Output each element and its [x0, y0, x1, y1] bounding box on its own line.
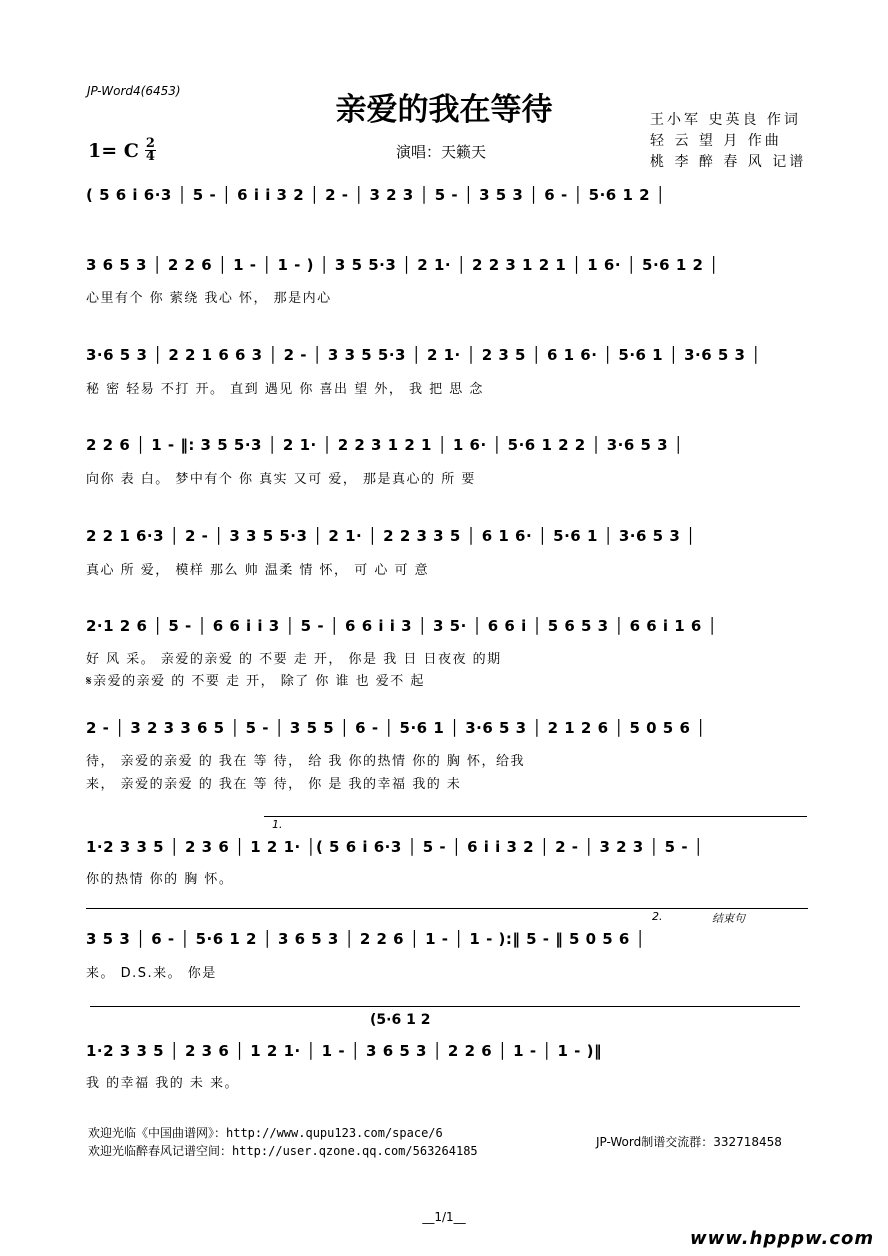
- time-bottom: 4: [145, 149, 155, 164]
- score-line-1: ( 5 6 i 6·3 │ 5 - │ 6 i i 3 2 │ 2 - │ 3 2 3 │ 5 - │ 3 5 3 │ 6 - │ 5·6 1 2 │: [86, 186, 666, 204]
- composer-credit: 轻 云 望 月 作曲: [650, 133, 782, 149]
- lyric-line-3: 秘 密 轻易 不打 开。 直到 遇见 你 喜出 望 外， 我 把 思 念: [86, 382, 484, 397]
- score-line-10: 1·2 3 3 5 │ 2 3 6 │ 1 2 1· │ 1 - │ 3 6 5 3 │ 2 2 6 │ 1 - │ 1 - )‖: [86, 1042, 602, 1060]
- credits-block: [650, 110, 806, 173]
- key-signature: [88, 138, 156, 163]
- lyric-line-9: 来。 D.S.来。 你是: [86, 966, 217, 981]
- footer-links: [88, 1124, 478, 1160]
- score-line-5: 2 2 1 6·3 │ 2 - │ 3 3 5 5·3 │ 2 1· │ 2 2 3 3 5 │ 6 1 6· │ 5·6 1 │ 3·6 5 3 │: [86, 527, 696, 545]
- singer-credit: 演唱：天籁天: [396, 143, 487, 161]
- alternate-notes: (5·6 1 2: [370, 1012, 431, 1028]
- score-line-8: 1·2 3 3 5 │ 2 3 6 │ 1 2 1· │( 5 6 i 6·3 │ 5 - │ 6 i i 3 2 │ 2 - │ 3 2 3 │ 5 - │: [86, 838, 704, 856]
- footer-group: JP-Word制谱交流群：332718458: [596, 1135, 782, 1149]
- key-label: 1= C: [88, 139, 139, 162]
- lyric-line-2: 心里有个 你 萦绕 我心 怀， 那是内心: [86, 291, 332, 306]
- score-line-3: 3·6 5 3 │ 2 2 1 6 6 3 │ 2 - │ 3 3 5 5·3 │ 2 1· │ 2 3 5 │ 6 1 6· │ 5·6 1 │ 3·6 5 3 │: [86, 346, 761, 364]
- lyric-line-10: 我 的幸福 我的 未 来。: [86, 1076, 240, 1091]
- coda-label: 结束句: [712, 912, 745, 925]
- lyric-line-4: 向你 表 白。 梦中有个 你 真实 又可 爱， 那是真心的 所 要: [86, 472, 476, 487]
- software-tag: JP-Word4(6453): [87, 84, 181, 98]
- footer-link-2[interactable]: 欢迎光临醉春风记谱空间：http://user.qzone.qq.com/563264185: [88, 1144, 478, 1158]
- system-divider: [86, 908, 808, 909]
- lyricist-credit: 王小军 史英良 作词: [650, 112, 801, 128]
- ending-bracket-1: [264, 816, 807, 817]
- time-signature: [145, 138, 156, 163]
- score-line-2: 3 6 5 3 │ 2 2 6 │ 1 - │ 1 - ) │ 3 5 5·3 │ 2 1· │ 2 2 3 1 2 1 │ 1 6· │ 5·6 1 2 │: [86, 256, 719, 274]
- score-line-9: 3 5 3 │ 6 - │ 5·6 1 2 │ 3 6 5 3 │ 2 2 6 │ 1 - │ 1 - ):‖ 5 - ‖ 5 0 5 6 │: [86, 930, 646, 948]
- time-top: 2: [145, 136, 155, 151]
- footer-link-1[interactable]: 欢迎光临《中国曲谱网》：http://www.qupu123.com/space/6: [88, 1126, 443, 1140]
- score-line-4: 2 2 6 │ 1 - ‖: 3 5 5·3 │ 2 1· │ 2 2 3 1 2 1 │ 1 6· │ 5·6 1 2 2 │ 3·6 5 3 │: [86, 436, 684, 454]
- lyric-line-8: 你的热情 你的 胸 怀。: [86, 872, 234, 887]
- transcriber-credit: 桃 李 醉 春 风 记谱: [650, 154, 807, 170]
- lyric-line-7a: 待， 亲爱的亲爱 的 我在 等 待， 给 我 你的热情 你的 胸 怀，给我: [86, 754, 525, 769]
- lyric-line-7b: 来， 亲爱的亲爱 的 我在 等 待， 你 是 我的幸福 我的 未: [86, 777, 462, 792]
- ending-2-label: 2.: [652, 910, 663, 923]
- lyric-line-6a: 好 风 采。 亲爱的亲爱 的 不要 走 开， 你是 我 日 日夜夜 的期: [86, 652, 502, 667]
- lyric-line-6b: 𝄋亲爱的亲爱 的 不要 走 开， 除了 你 谁 也 爱不 起: [86, 674, 425, 689]
- score-line-7: 2 - │ 3 2 3 3 6 5 │ 5 - │ 3 5 5 │ 6 - │ 5·6 1 │ 3·6 5 3 │ 2 1 2 6 │ 5 0 5 6 │: [86, 719, 706, 737]
- score-line-6: 2·1 2 6 │ 5 - │ 6 6 i i 3 │ 5 - │ 6 6 i i 3 │ 3 5· │ 6 6 i │ 5 6 5 3 │ 6 6 i 1 6 │: [86, 617, 718, 635]
- site-watermark: www.hpppw.com: [690, 1228, 875, 1249]
- system-divider-2: [90, 1006, 800, 1007]
- page-number: __1/1__: [422, 1210, 466, 1224]
- song-title: 亲爱的我在等待: [335, 92, 553, 128]
- ending-1-label: 1.: [272, 818, 283, 831]
- lyric-line-5: 真心 所 爱， 模样 那么 帅 温柔 情 怀， 可 心 可 意: [86, 563, 430, 578]
